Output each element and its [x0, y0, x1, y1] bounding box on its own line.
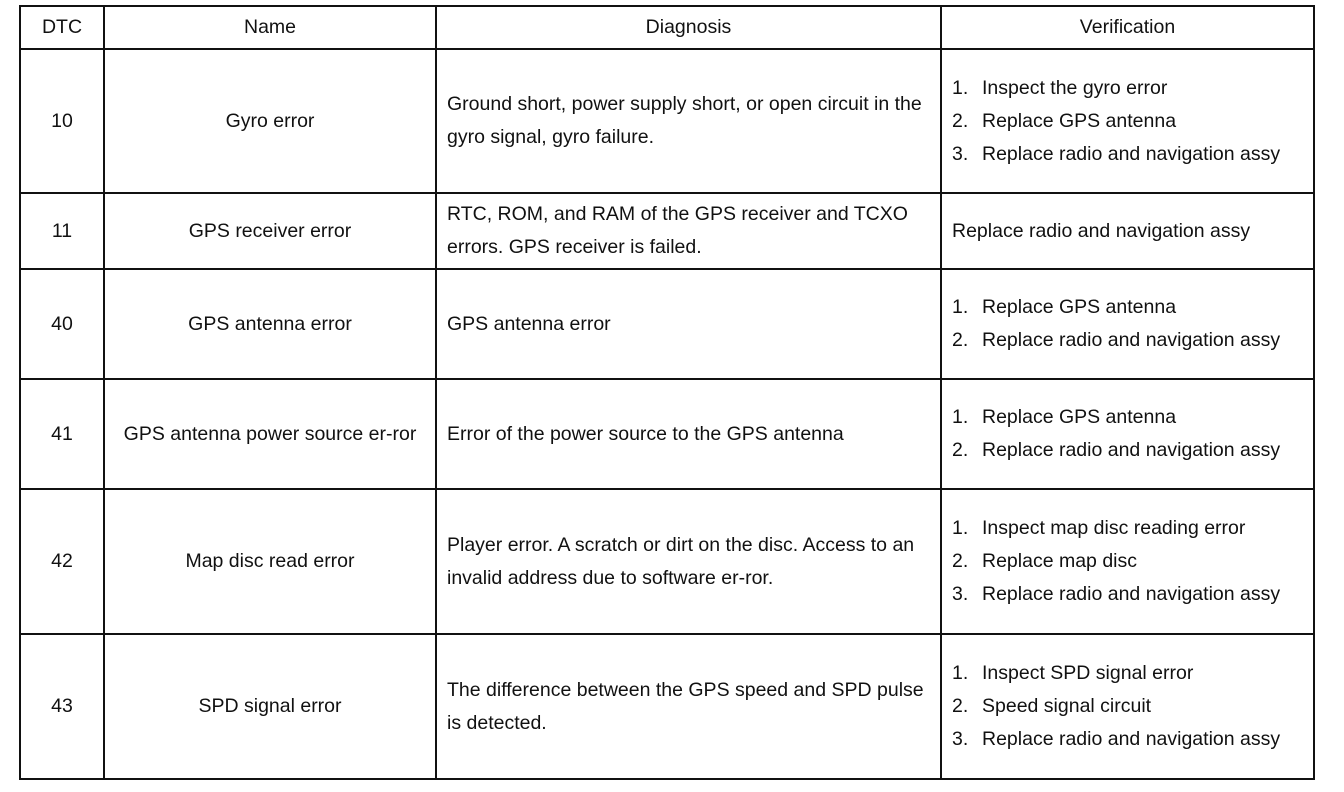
dtc-code: 11 — [20, 193, 104, 269]
verification-cell — [941, 489, 1314, 634]
header-name: Name — [104, 6, 436, 49]
table-row — [20, 49, 1314, 193]
diagnosis-text: GPS antenna error — [436, 269, 941, 379]
verification-list — [952, 512, 1303, 611]
dtc-code: 42 — [20, 489, 104, 634]
error-name: GPS antenna error — [104, 269, 436, 379]
error-name: Map disc read error — [104, 489, 436, 634]
dtc-table — [19, 5, 1315, 780]
dtc-code: 41 — [20, 379, 104, 489]
table-row — [20, 269, 1314, 379]
table-row — [20, 379, 1314, 489]
dtc-code: 43 — [20, 634, 104, 779]
header-row — [20, 6, 1314, 49]
verification-step: 1. Inspect SPD signal error — [952, 662, 1194, 684]
verification-text: Replace radio and navigation assy — [941, 193, 1314, 269]
error-name: SPD signal error — [104, 634, 436, 779]
verification-step: 1. Inspect the gyro error — [952, 76, 1168, 99]
error-name: GPS antenna power source er-ror — [104, 379, 436, 489]
verification-step: 1. Replace GPS antenna — [952, 296, 1177, 318]
verification-step: 2. Replace radio and navigation assy — [952, 329, 1281, 351]
verification-list — [952, 72, 1303, 171]
verification-cell — [941, 634, 1314, 779]
diagnosis-text: Ground short, power supply short, or open circuit in the gyro signal, gyro failure. — [436, 49, 941, 193]
verification-cell — [941, 49, 1314, 193]
table-row — [20, 193, 1314, 269]
header-diagnosis: Diagnosis — [436, 6, 941, 49]
verification-cell — [941, 269, 1314, 379]
verification-list — [952, 291, 1303, 357]
verification-step: 2. Replace GPS antenna — [952, 109, 1177, 132]
verification-step: 3. Replace radio and navigation assy — [952, 583, 1281, 605]
verification-step: 1. Inspect map disc reading error — [952, 517, 1246, 539]
error-name: Gyro error — [104, 49, 436, 193]
diagnosis-text: Error of the power source to the GPS antenna — [436, 379, 941, 489]
verification-step: 1. Replace GPS antenna — [952, 406, 1177, 428]
diagnosis-text: RTC, ROM, and RAM of the GPS receiver and TCXO errors. GPS receiver is failed. — [436, 193, 941, 269]
verification-cell — [941, 379, 1314, 489]
verification-list — [952, 401, 1303, 467]
dtc-code: 40 — [20, 269, 104, 379]
dtc-code: 10 — [20, 49, 104, 193]
verification-step: 2. Speed signal circuit — [952, 695, 1152, 717]
verification-step: 3. Replace radio and navigation assy — [952, 728, 1281, 750]
verification-list — [952, 657, 1303, 756]
table-row — [20, 489, 1314, 634]
table-row — [20, 634, 1314, 779]
error-name: GPS receiver error — [104, 193, 436, 269]
verification-step: 3. Replace radio and navigation assy — [952, 142, 1281, 165]
diagnosis-text: Player error. A scratch or dirt on the disc. Access to an invalid address due to software er-ror. — [436, 489, 941, 634]
header-verification: Verification — [941, 6, 1314, 49]
verification-step: 2. Replace map disc — [952, 550, 1137, 572]
header-dtc: DTC — [20, 6, 104, 49]
diagnosis-text: The difference between the GPS speed and SPD pulse is detected. — [436, 634, 941, 779]
verification-step: 2. Replace radio and navigation assy — [952, 439, 1281, 461]
